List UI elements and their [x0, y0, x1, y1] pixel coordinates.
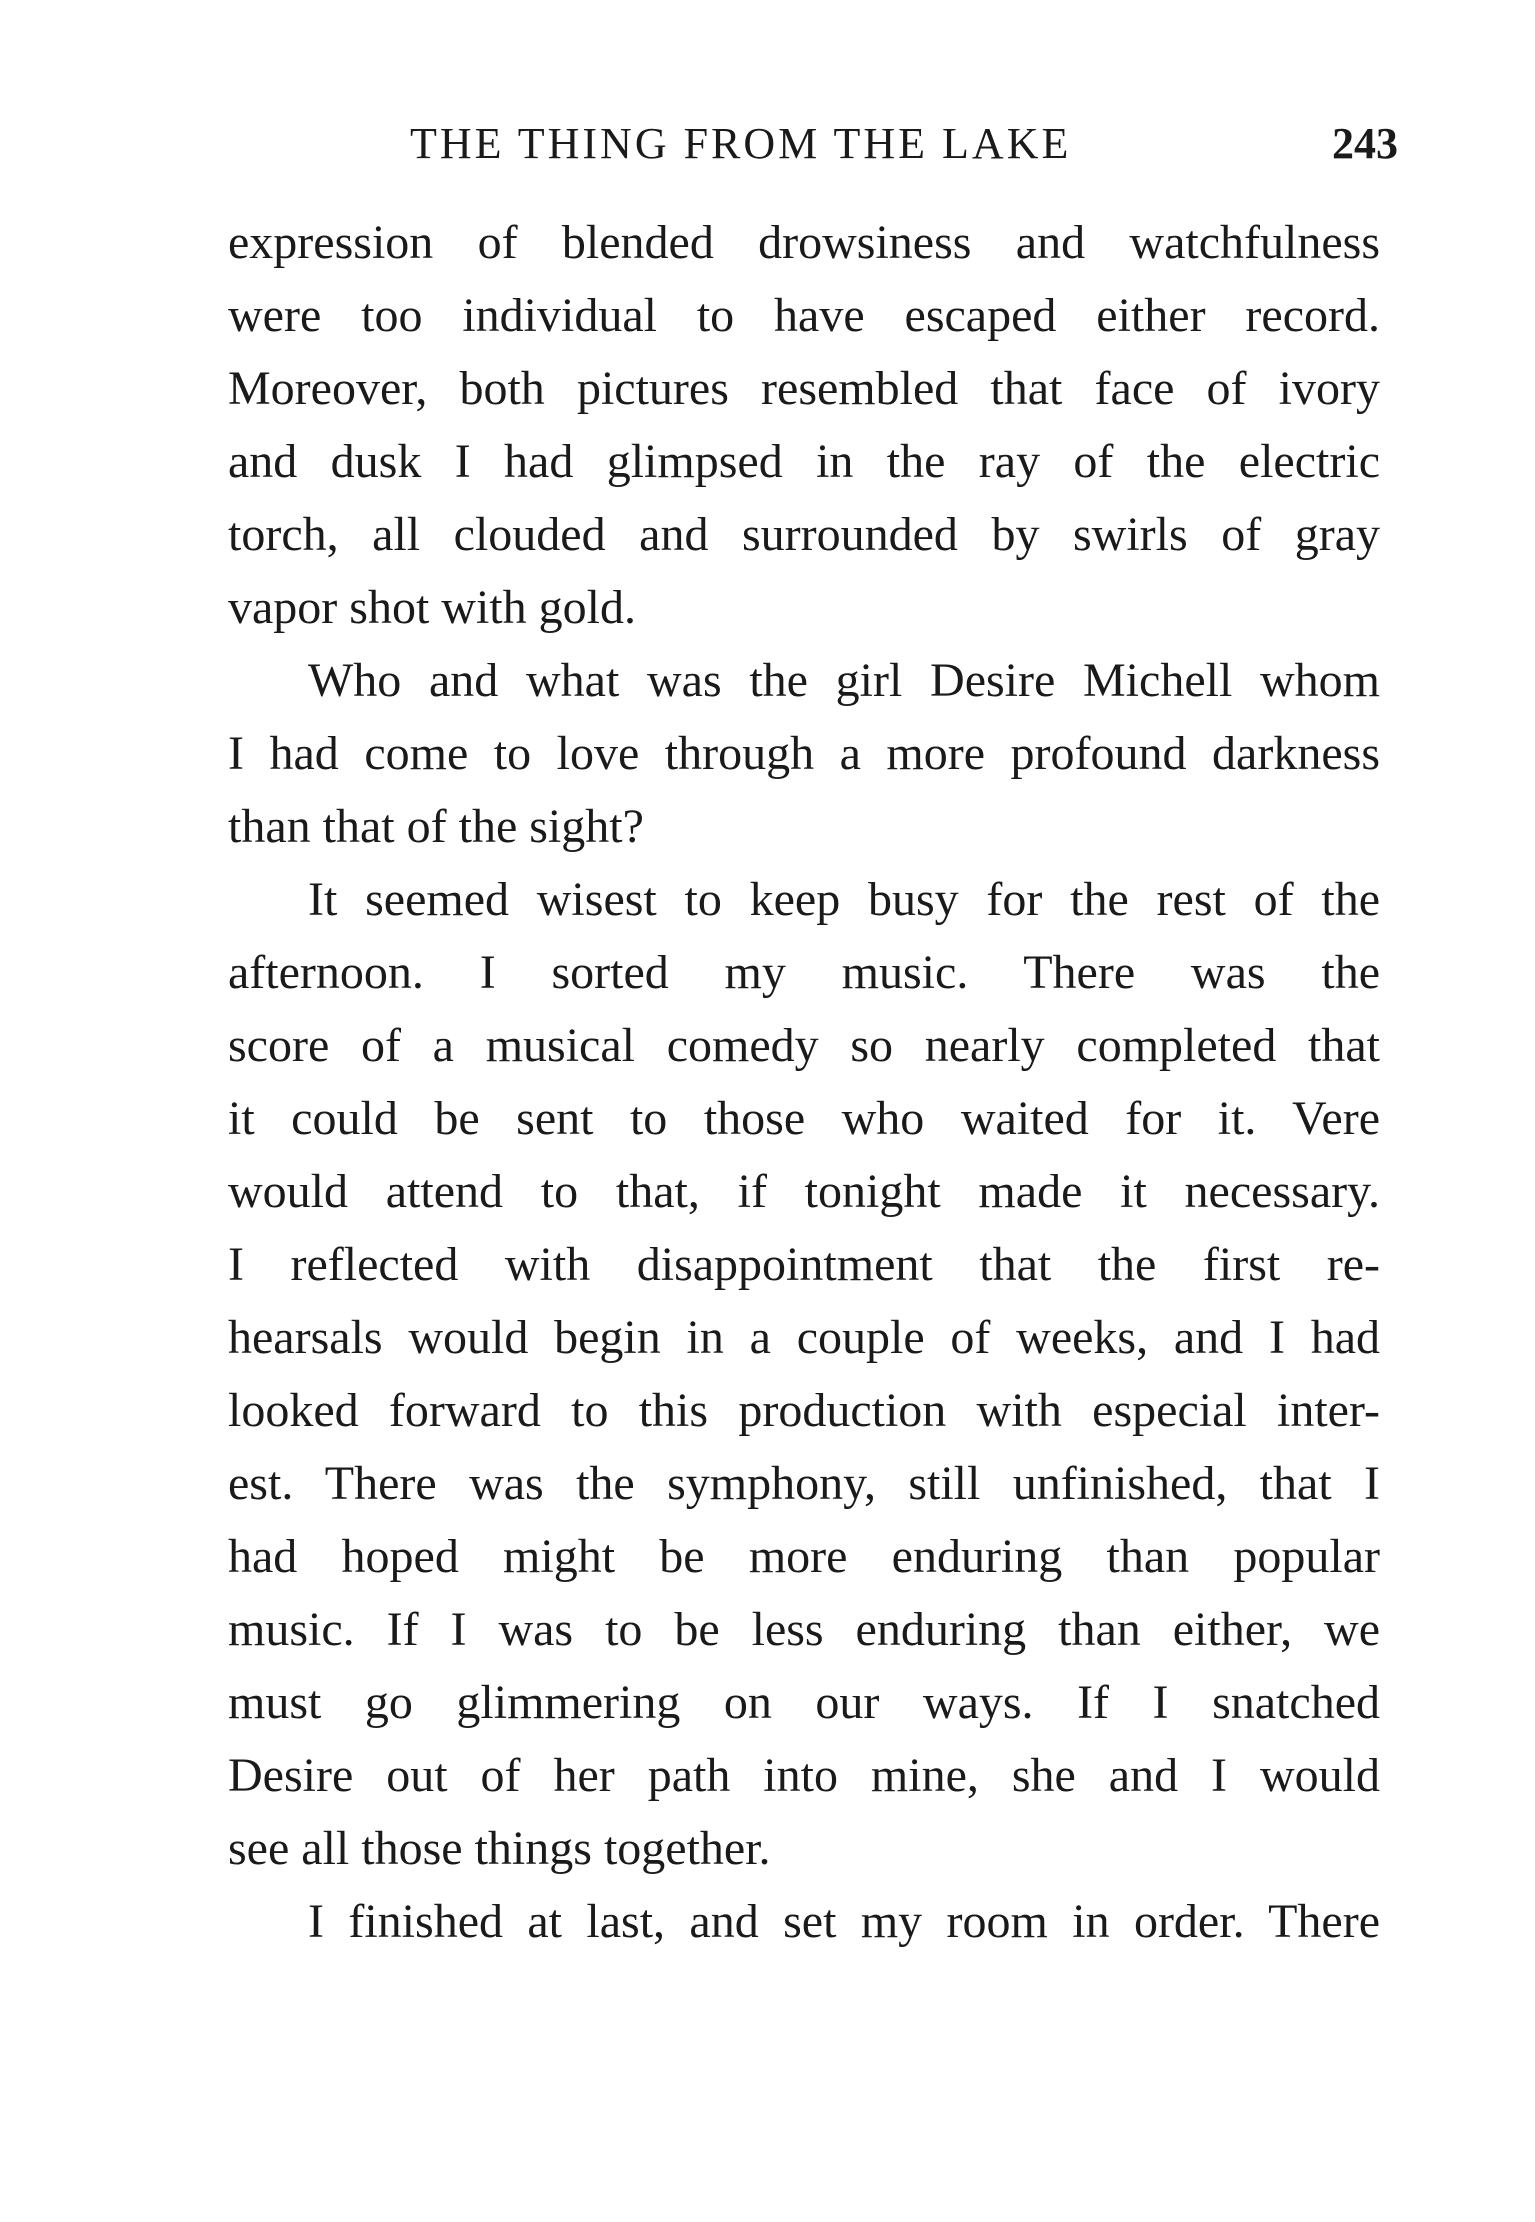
text-line: had hoped might be more enduring than popular: [228, 1530, 1380, 1583]
text-line: Who and what was the girl Desire Michell whom: [308, 654, 1380, 707]
text-line: see all those things together.: [228, 1822, 771, 1875]
text-line: vapor shot with gold.: [228, 581, 636, 634]
running-head: [228, 118, 1398, 178]
running-title: THE THING FROM THE LAKE: [410, 119, 1072, 168]
text-line: Moreover, both pictures resembled that face of ivory: [228, 362, 1380, 415]
text-line: I had come to love through a more profound darkness: [228, 727, 1380, 780]
text-line: hearsals would begin in a couple of weeks, and I had: [228, 1311, 1380, 1364]
text-line: afternoon. I sorted my music. There was the: [228, 946, 1380, 999]
text-line: I finished at last, and set my room in order. There: [308, 1895, 1380, 1948]
text-line: expression of blended drowsiness and watchfulness: [228, 216, 1380, 269]
text-line: and dusk I had glimpsed in the ray of the electric: [228, 435, 1380, 488]
text-line: than that of the sight?: [228, 800, 644, 853]
text-line: music. If I was to be less enduring than either, we: [228, 1603, 1380, 1656]
text-line: must go glimmering on our ways. If I snatched: [228, 1676, 1380, 1729]
text-line: torch, all clouded and surrounded by swirls of gray: [228, 508, 1380, 561]
page-number: 243: [1332, 119, 1398, 168]
text-line: it could be sent to those who waited for it. Vere: [228, 1092, 1380, 1145]
text-line: looked forward to this production with especial inter-: [228, 1384, 1380, 1437]
text-line: I reflected with disappointment that the first re-: [228, 1238, 1380, 1291]
text-line: would attend to that, if tonight made it necessary.: [228, 1165, 1380, 1218]
text-line: It seemed wisest to keep busy for the rest of the: [308, 873, 1380, 926]
text-line: were too individual to have escaped either record.: [228, 289, 1380, 342]
body-text: [228, 206, 1380, 1958]
text-line: score of a musical comedy so nearly completed that: [228, 1019, 1380, 1072]
text-line: Desire out of her path into mine, she and I would: [228, 1749, 1380, 1802]
text-line: est. There was the symphony, still unfinished, that I: [228, 1457, 1380, 1510]
